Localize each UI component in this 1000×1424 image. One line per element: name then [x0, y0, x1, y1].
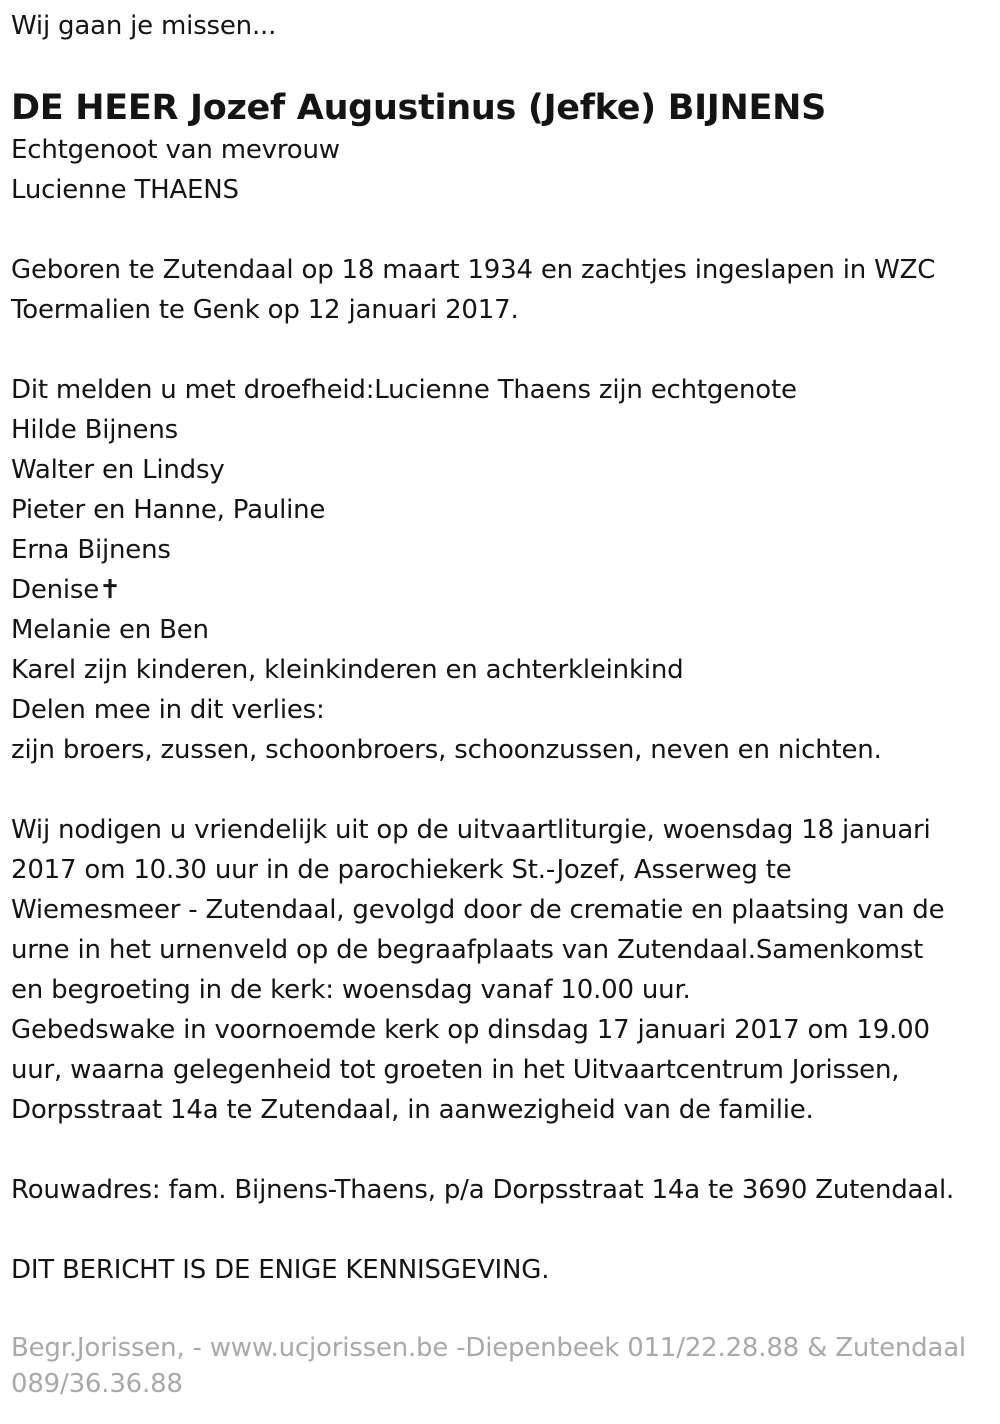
- mourner-name: Denise: [11, 575, 100, 605]
- spouse-line-1: Echtgenoot van mevrouw: [11, 135, 340, 165]
- mourners-line: Delen mee in dit verlies:: [11, 695, 325, 725]
- invitation-line: en begroeting in de kerk: woensdag vanaf 10.00 uur.: [11, 975, 691, 1005]
- invitation-line: Dorpsstraat 14a te Zutendaal, in aanwezigheid van de familie.: [11, 1095, 814, 1125]
- mourners-line: Dit melden u met droefheid:Lucienne Thaens zijn echtgenote: [11, 375, 797, 405]
- mourners-line: Hilde Bijnens: [11, 415, 178, 445]
- spouse-line-2: Lucienne THAENS: [11, 175, 239, 205]
- mourners-line: Pieter en Hanne, Pauline: [11, 495, 326, 525]
- invitation-line: 2017 om 10.30 uur in de parochiekerk St.-Jozef, Asserweg te: [11, 855, 792, 885]
- birth-line-2: Toermalien te Genk op 12 januari 2017.: [11, 295, 519, 325]
- mourners-line: Erna Bijnens: [11, 535, 171, 565]
- mourning-address: Rouwadres: fam. Bijnens-Thaens, p/a Dorpsstraat 14a te 3690 Zutendaal.: [11, 1175, 955, 1205]
- mourners-line: Karel zijn kinderen, kleinkinderen en achterkleinkind: [11, 655, 684, 685]
- mourners-line: Walter en Lindsy: [11, 455, 225, 485]
- funeral-director-footer-line-2: 089/36.36.88: [11, 1369, 183, 1399]
- spacer: [11, 1130, 1000, 1170]
- spacer: [11, 770, 1000, 810]
- intro-line: Wij gaan je missen...: [11, 11, 277, 41]
- notice-line: DIT BERICHT IS DE ENIGE KENNISGEVING.: [11, 1255, 550, 1285]
- spacer: [11, 210, 1000, 250]
- birth-line-1: Geboren te Zutendaal op 18 maart 1934 en zachtjes ingeslapen in WZC: [11, 255, 936, 285]
- spacer: [11, 1290, 1000, 1330]
- invitation-line: Gebedswake in voornoemde kerk op dinsdag 17 januari 2017 om 19.00: [11, 1015, 930, 1045]
- spacer: [11, 330, 1000, 370]
- invitation-line: uur, waarna gelegenheid tot groeten in het Uitvaartcentrum Jorissen,: [11, 1055, 900, 1085]
- spacer: [11, 1210, 1000, 1250]
- cross-icon: ✝: [99, 575, 121, 605]
- invitation-line: urne in het urnenveld op de begraafplaats van Zutendaal.Samenkomst: [11, 935, 924, 965]
- deceased-name-title: DE HEER Jozef Augustinus (Jefke) BIJNENS: [11, 88, 827, 128]
- funeral-director-footer-line-1: Begr.Jorissen, - www.ucjorissen.be -Diepenbeek 011/22.28.88 & Zutendaal: [11, 1333, 966, 1363]
- invitation-line: Wij nodigen u vriendelijk uit op de uitvaartliturgie, woensdag 18 januari: [11, 815, 931, 845]
- mourners-line-deceased: [11, 570, 1000, 610]
- mourners-line: zijn broers, zussen, schoonbroers, schoonzussen, neven en nichten.: [11, 735, 882, 765]
- invitation-line: Wiemesmeer - Zutendaal, gevolgd door de crematie en plaatsing van de: [11, 895, 945, 925]
- mourners-line: Melanie en Ben: [11, 615, 209, 645]
